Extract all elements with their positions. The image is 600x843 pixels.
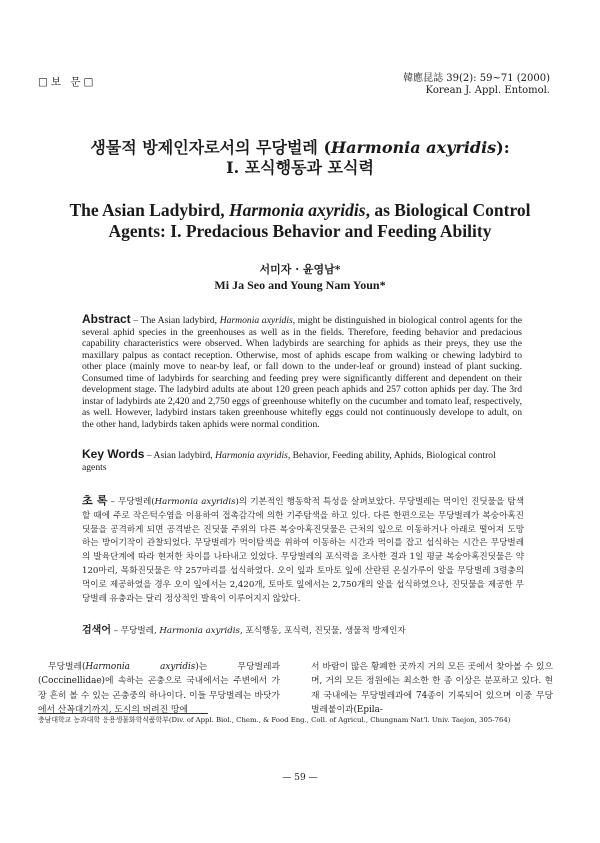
korean-title-species: Harmonia axyridis: [331, 138, 497, 157]
korean-abstract-text-1: 무당벌레(: [118, 497, 155, 507]
page-number: — 59 —: [282, 773, 318, 783]
keywords-text-1: Asian ladybird,: [153, 450, 216, 461]
korean-keywords-dash: –: [110, 626, 121, 636]
body-left-text-2: )는 무당벌레과(Coccinellidae)에 속하는 곤충으로 국내에서는 주변에서 가장 흔히 볼 수 있는 곤충중의 하나이다. 이들 무당벌레는 바닷가에서 산꼭대기까지, 도시의 버려진 땅에: [38, 662, 280, 716]
abstract-label: Abstract: [82, 312, 131, 326]
section-label: □보 문□: [38, 76, 97, 88]
english-title-species: Harmonia axyridis: [228, 200, 366, 220]
korean-keywords-text-2: , 포식행동, 포식력, 진딧물, 생물적 방제인자: [239, 626, 406, 636]
korean-title-text: 생물적 방제인자로서의 무당벌레 (: [90, 138, 332, 157]
footnote-divider: [38, 713, 208, 714]
author-affiliation: 충남대학교 농과대학 응용생물화학식품학부(Div. of Appl. Biol., Chem., & Food Eng., Coll. of Agricul., Chungnam Nat'l. Univ. Taejon, 305-764): [38, 716, 511, 724]
korean-keywords-text-1: 무당벌레,: [120, 626, 160, 636]
korean-keywords-label: 검색어: [82, 625, 111, 636]
keywords-dash: –: [144, 450, 154, 461]
english-title: [0, 200, 600, 242]
korean-abstract-text-2: )의 기본적인 행동학적 특성을 살펴보았다. 무당벌레는 먹이인 진딧물을 탐색할 때에 주로 작은턱수염을 이용하여 접촉감각에 의한 기주탐색을 하고 있다. 다른 한편으로는 무당벌레가 복숭아혹진딧물을 공격하게 되면 공격받은 진딧물 주위의 다른 복숭아혹진딧물은 근처의 잎으로 이동하거나 아래로 떨어져 도망하는 방어기작이 관찰되었다. 무당벌레가 먹이탐색을 위하여 이동하는 시간과 먹이를 잡고 섭식하는 시간은 무당벌레의 발육단계에 따라 현저한 차이를 나타내고 있었다. 무당벌레의 포식력을 조사한 결과 1일 평균 복숭아혹진딧물은 약 120마리, 목화진딧물은 약 257마리를 섭식하였다. 오이 잎과 토마토 잎에 산란된 온실가루이 알을 무당벌레 3령충의 먹이로 제공하였을 경우 오이 잎에서는 2,420개, 토마토 잎에서는 2,750개의 알을 섭식하였으나, 진딧물을 제공한 무당벌레 유충과는 달리 정상적인 발육이 이루어지지 않았다.: [82, 497, 525, 604]
english-title-end: , as Biological Control: [365, 200, 531, 220]
body-left-species: Harmonia axyridis: [85, 662, 196, 672]
keywords-species: Harmonia axyridis: [215, 450, 288, 461]
korean-authors: 서미자 · 윤영남*: [259, 263, 341, 276]
korean-keywords-species: Harmonia axyridis: [159, 626, 240, 636]
korean-abstract-label: 초 록: [82, 494, 108, 507]
korean-keywords: [82, 624, 524, 638]
journal-citation: [403, 73, 550, 97]
body-column-right: 서 바람이 많은 황폐한 곳까지 거의 모든 곳에서 찾아볼 수 있으며, 거의 모든 정원에는 최소한 한 종 이상은 분포하고 있다. 현재 국내에는 무당벌레과에 74종이 기록되어 있으며 이중 무당벌레붙이과(Epila-: [311, 662, 553, 716]
korean-abstract-dash: –: [107, 497, 119, 507]
korean-title-close: ):: [496, 138, 510, 157]
abstract-text-1: The Asian ladybird,: [140, 315, 220, 326]
english-title-line2: Agents: I. Predacious Behavior and Feeding Ability: [108, 221, 492, 241]
english-title-text: The Asian Ladybird,: [69, 200, 229, 220]
korean-title: [0, 138, 600, 178]
body-left-text-1: 무당벌레(: [48, 662, 86, 672]
english-abstract: [82, 314, 522, 430]
journal-korean-name: 韓應昆誌: [403, 73, 444, 84]
abstract-species: Harmonia axyridis: [219, 315, 293, 326]
korean-title-line2: I. 포식행동과 포식력: [226, 158, 374, 177]
journal-english-name: Korean J. Appl. Entomol.: [425, 85, 550, 96]
korean-abstract-species: Harmonia axyridis: [154, 497, 236, 507]
keywords-label: Key Words: [82, 447, 145, 461]
volume-pages: 39(2): 59~71 (2000): [446, 73, 550, 84]
english-authors: Mi Ja Seo and Young Nam Youn*: [214, 278, 386, 292]
korean-abstract: [82, 494, 524, 606]
abstract-dash: –: [130, 315, 141, 326]
body-column-left: [38, 660, 280, 718]
abstract-text-2: , might be distinguished in biological control agents for the several aphid species in the greenhouses as well as in the fields. Therefore, feeding behavior and predacious capability characteristics were observed. When ladybirds are searching for aphids as their preys, they use the maxillary palpus as contact reception. Otherwise, most of aphids escape from walking or chewing ladybird to other place (mainly move to near-by leaf, or fall down to the under-leaf or ground) instead of plant sucking. Consumed time of ladybirds for searching and feeding prey were significantly different and dependent on their development stage. The ladybird adults ate about 120 green peach aphids and 257 cotton aphids per day. The 3rd instar of ladybirds ate 2,420 and 2,750 eggs of greenhouse whitefly on the cucumber and tomato leaf, respectively, as well. However, ladybird instars taken greenhouse whitefly eggs could not continuously develope to adult, on the other hand, ladybirds taken aphids were normal condition.: [82, 315, 523, 430]
keywords-text-2: , Behavior, Feeding ability, Aphids, Biological control agents: [82, 450, 496, 473]
english-keywords: [82, 449, 522, 473]
